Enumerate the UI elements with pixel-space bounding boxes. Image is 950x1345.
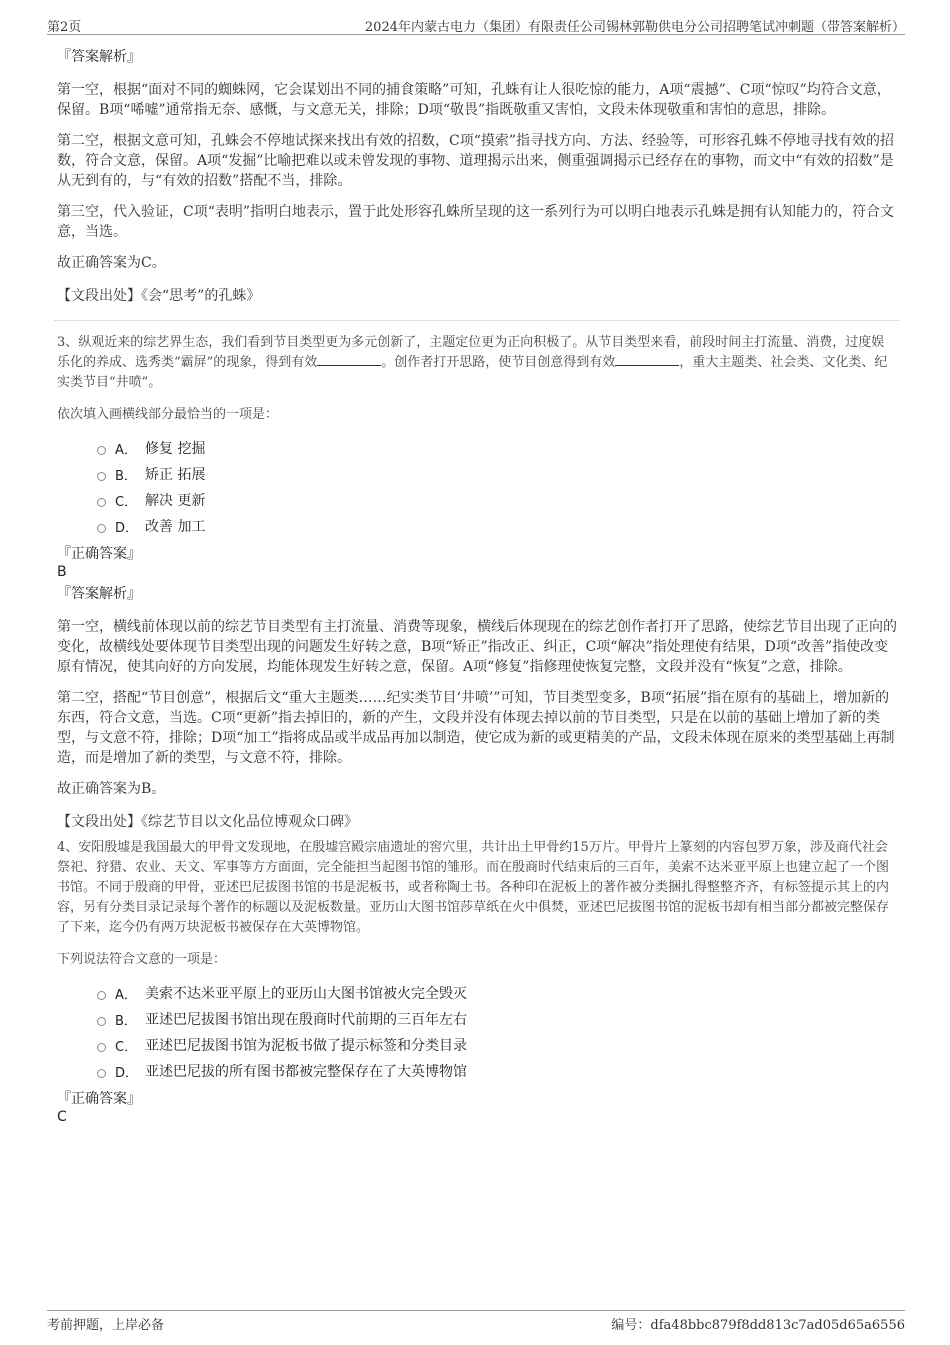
q2-conclusion: 故正确答案为C。 bbox=[57, 255, 166, 271]
q4-answer: C bbox=[57, 1109, 67, 1125]
option-letter: C． bbox=[115, 494, 138, 510]
page-footer bbox=[47, 1310, 905, 1333]
q3-blank-2 bbox=[615, 353, 679, 366]
q3-blank-1 bbox=[317, 353, 381, 366]
option-text: 矫正 拓展 bbox=[145, 467, 206, 483]
option-letter: A． bbox=[115, 987, 137, 1003]
option-text: 修复 挖掘 bbox=[145, 441, 206, 457]
q3-stem-a: 3、纵观近来的综艺界生态，我们看到节目类型更为多元创新了，主题定位更为正向积极了。从节目类型来看，前段时间主打流量、消费，过度娱乐化的养成、选秀类“霸屏”的现象，得到有效 bbox=[57, 335, 885, 370]
q3-answer: B bbox=[57, 564, 67, 580]
q3-option-c[interactable] bbox=[97, 487, 897, 513]
q4-option-c[interactable] bbox=[97, 1032, 897, 1058]
radio-icon[interactable] bbox=[97, 1017, 106, 1026]
q4-option-a[interactable] bbox=[97, 980, 897, 1006]
q3-option-b[interactable] bbox=[97, 461, 897, 487]
q2-analysis-label: 『答案解析』 bbox=[57, 49, 141, 65]
q3-analysis-p2: 第二空，搭配“节目创意”，根据后文“重大主题类……纪实类节目‘井喷’”可知，节目类型变多，B项“拓展”指在原有的基础上，增加新的东西，符合文意，当选。C项“更新”指去掉旧的，新的产生，文段并没有体现去掉以前的节目类型，只是在以前的基础上增加了新的类型，与文意不符，排除；D项“加工”指将成品或半成品再加以制造，使它成为新的或更精美的产品，文段未体现在原来的类型基础上再制造，而是增加了新的类型，与文意不符，排除。 bbox=[57, 690, 895, 766]
q3-prompt: 依次填入画横线部分最恰当的一项是： bbox=[57, 407, 279, 422]
q3-option-d[interactable] bbox=[97, 513, 897, 539]
option-letter: A． bbox=[115, 442, 137, 458]
option-letter: D． bbox=[115, 520, 139, 536]
option-letter: C． bbox=[115, 1039, 138, 1055]
q2-analysis-p3: 第三空，代入验证，C项“表明”指明白地表示，置于此处形容孔蛛所呈现的这一系列行为可以明白地表示孔蛛是拥有认知能力的，符合文意，当选。 bbox=[57, 204, 895, 240]
q4-answer-label: 『正确答案』 bbox=[57, 1091, 141, 1107]
option-text: 美索不达米亚平原上的亚历山大图书馆被火完全毁灭 bbox=[145, 986, 467, 1002]
document-id: 编号：dfa48bbc879f8dd813c7ad05d65a6556 bbox=[611, 1318, 905, 1333]
q4-prompt: 下列说法符合文意的一项是： bbox=[57, 952, 227, 967]
q4-options bbox=[57, 980, 897, 1084]
q4-option-d[interactable] bbox=[97, 1058, 897, 1084]
q2-analysis-p2: 第二空，根据文意可知，孔蛛会不停地试探来找出有效的招数，C项“摸索”指寻找方向、方法、经验等，可形容孔蛛不停地寻找有效的招数，符合文意，保留。A项“发掘”比喻把难以或未曾发现的事物、道理揭示出来，侧重强调揭示已经存在的事物，而文中“有效的招数”是从无到有的，与“有效的招数”搭配不当，排除。 bbox=[57, 133, 895, 189]
option-text: 亚述巴尼拔图书馆为泥板书做了提示标签和分类目录 bbox=[145, 1038, 467, 1054]
q3-stem bbox=[57, 333, 897, 393]
radio-icon[interactable] bbox=[97, 498, 106, 507]
q4-stem: 4、安阳殷墟是我国最大的甲骨文发现地，在殷墟宫殿宗庙遗址的窖穴里，共计出土甲骨约15万片。甲骨片上篆刻的内容包罗万象，涉及商代社会祭祀、狩猎、农业、天文、军事等方方面面，完全能担当起图书馆的雏形。而在殷商时代结束后的三百年，美索不达米亚平原上也建立起了一个图书馆。不同于殷商的甲骨，亚述巴尼拔图书馆的书是泥板书，或者称陶土书。各种印在泥板上的著作被分类捆扎得整整齐齐，有标签提示其上的内容，另有分类目录记录每个著作的标题以及泥板数量。亚历山大图书馆莎草纸在火中俱焚，亚述巴尼拔图书馆的泥板书却有相当部分都被完整保存了下来，迄今仍有两万块泥板书被保存在大英博物馆。 bbox=[57, 840, 890, 935]
q2-source: 【文段出处】《会“思考”的孔蛛》 bbox=[57, 288, 261, 304]
radio-icon[interactable] bbox=[97, 1069, 106, 1078]
q4-option-b[interactable] bbox=[97, 1006, 897, 1032]
page-number: 第2页 bbox=[47, 20, 82, 35]
document-title: 2024年内蒙古电力（集团）有限责任公司锡林郭勒供电分公司招聘笔试冲刺题（带答案解析） bbox=[364, 20, 905, 35]
option-text: 亚述巴尼拔图书馆出现在殷商时代前期的三百年左右 bbox=[145, 1012, 467, 1028]
q2-analysis-p1: 第一空，根据“面对不同的蜘蛛网，它会谋划出不同的捕食策略”可知，孔蛛有让人很吃惊的能力，A项“震撼”、C项“惊叹”均符合文意，保留。B项“唏嘘”通常指无奈、感慨，与文意无关，排除；D项“敬畏”指既敬重又害怕，文段未体现敬重和害怕的意思，排除。 bbox=[57, 82, 891, 118]
option-letter: D． bbox=[115, 1065, 139, 1081]
q3-conclusion: 故正确答案为B。 bbox=[57, 781, 166, 797]
radio-icon[interactable] bbox=[97, 991, 106, 1000]
main-content bbox=[57, 46, 897, 1126]
q3-stem-c: ，重大主题类、社会类、文化类、纪实类节目“井喷”。 bbox=[57, 355, 888, 390]
q3-source: 【文段出处】《综艺节目以文化品位博观众口碑》 bbox=[57, 814, 358, 830]
q3-options bbox=[57, 435, 897, 539]
q3-analysis-p1: 第一空，横线前体现以前的综艺节目类型有主打流量、消费等现象，横线后体现现在的综艺创作者打开了思路，使综艺节目出现了正向的变化，故横线处要体现节目类型出现的问题发生好转之意，B项“矫正”指改正、纠正，C项“解决”指处理使有结果，D项“改善”指使改变原有情况，使其向好的方向发展，均能体现发生好转之意，保留。A项“修复”指修理使恢复完整，文段并没有“恢复”之意，排除。 bbox=[57, 619, 897, 675]
footer-slogan: 考前押题，上岸必备 bbox=[47, 1318, 165, 1333]
option-text: 改善 加工 bbox=[145, 519, 206, 535]
divider bbox=[54, 320, 899, 321]
page-header bbox=[47, 14, 905, 35]
q3-answer-label: 『正确答案』 bbox=[57, 546, 141, 562]
radio-icon[interactable] bbox=[97, 1043, 106, 1052]
q3-option-a[interactable] bbox=[97, 435, 897, 461]
option-text: 解决 更新 bbox=[145, 493, 206, 509]
option-letter: B． bbox=[115, 1013, 137, 1029]
radio-icon[interactable] bbox=[97, 524, 106, 533]
radio-icon[interactable] bbox=[97, 472, 106, 481]
radio-icon[interactable] bbox=[97, 446, 106, 455]
q3-stem-b: 。创作者打开思路，使节目创意得到有效 bbox=[381, 355, 616, 370]
option-text: 亚述巴尼拔的所有图书都被完整保存在了大英博物馆 bbox=[145, 1064, 467, 1080]
option-letter: B． bbox=[115, 468, 137, 484]
q3-analysis-label: 『答案解析』 bbox=[57, 586, 141, 602]
